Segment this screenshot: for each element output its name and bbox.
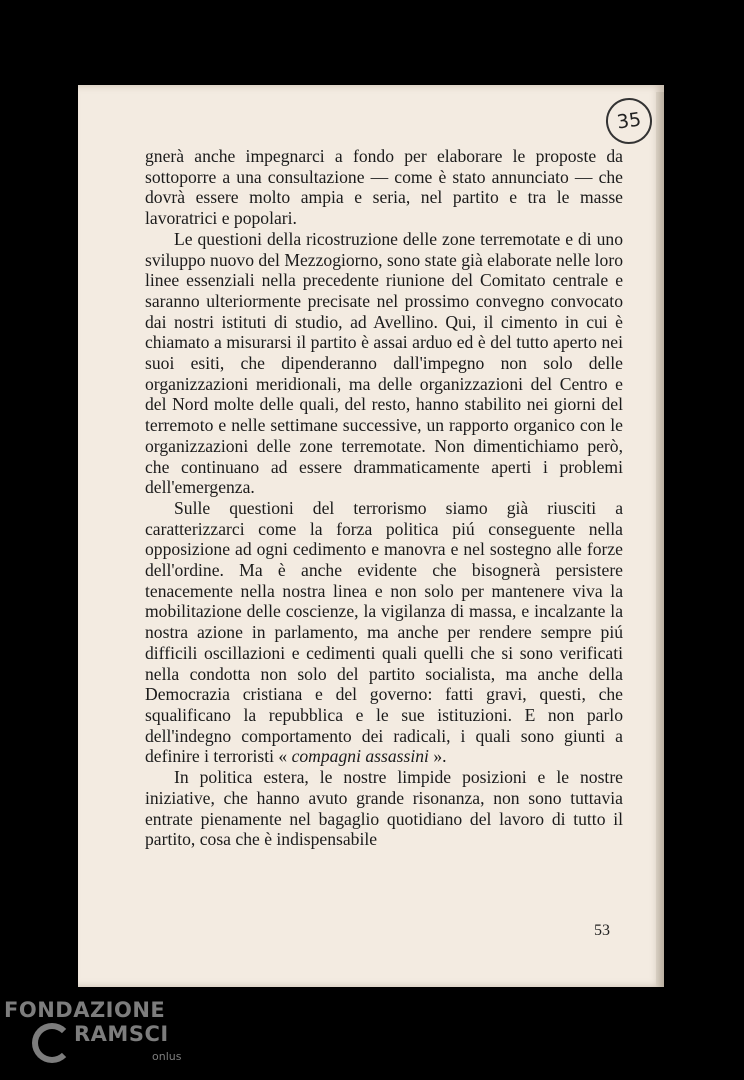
paragraph-3-italic: compagni assassini [291,746,429,767]
body-text [145,146,623,850]
logo-g-icon [32,1023,72,1063]
paragraph-3 [145,498,623,767]
paragraph-3-end: ». [428,746,447,767]
logo-line-1: FONDAZIONE [4,998,166,1022]
page-number: 53 [594,922,610,939]
paragraph-4: In politica estera, le nostre limpide posizioni e le nostre iniziative, che hanno avuto grande risonanza, non sono tuttavia entrate pienamente nel bagaglio quotidiano del lavoro di tutto il partito, cosa che è indispensabile [145,767,623,850]
fondazione-gramsci-logo [4,998,194,1078]
paragraph-2: Le questioni della ricostruzione delle zone terremotate e di uno sviluppo nuovo del Mezzogiorno, sono state già elaborate nelle loro linee essenziali nella precedente riunione del Comitato centrale e saranno ulteriormente precisate nel prossimo convegno convocato dai nostri istituti di studio, ad Avellino. Qui, il cimento in cui è chiamato a misurarsi il partito è assai arduo ed è del tutto aperto nei suoi esiti, che dipenderanno dall'impegno non solo delle organizzazioni meridionali, ma delle organizzazioni del Centro e del Nord molte delle quali, del resto, hanno stabilito nei giorni del terremoto e nelle settimane successive, un rapporto organico con le organizzazioni delle zone terremotate. Non dimentichiamo però, che continuano ad essere drammaticamente aperti i problemi dell'emergenza. [145,228,623,498]
logo-suffix: onlus [152,1050,182,1063]
page-edge [656,92,664,987]
paragraph-3-text: Sulle questioni del terrorismo siamo già riusciti a caratterizzarci come la forza politica piú conseguente nella opposizione ad ogni cedimento e manovra e nel sostegno alle forze dell'ordine. Ma è anche evidente che bisognerà persistere tenacemente nella nostra linea e non solo per mantenere viva la mobilitazione delle coscienze, la vigilanza di massa, e incalzante la nostra azione in parlamento, ma anche per rendere sempre piú difficili oscillazioni e cedimenti quali quelli che si sono verificati nella condotta non solo del partito socialista, ma anche della Democrazia cristiana e del governo: fatti gravi, questi, che squalificano la repubblica e le sue istituzioni. E non parlo dell'indegno comportamento dei radicali, i quali sono giunti a definire i terroristi « [145,497,623,767]
logo-line-2: RAMSCI [74,1022,169,1046]
paragraph-1: gnerà anche impegnarci a fondo per elaborare le proposte da sottoporre a una consultazione — come è stato annunciato — che dovrà essere molto ampia e seria, nel partito e tra le masse lavoratrici e popolari. [145,146,623,229]
archive-number-stamp: 35 [603,95,655,147]
